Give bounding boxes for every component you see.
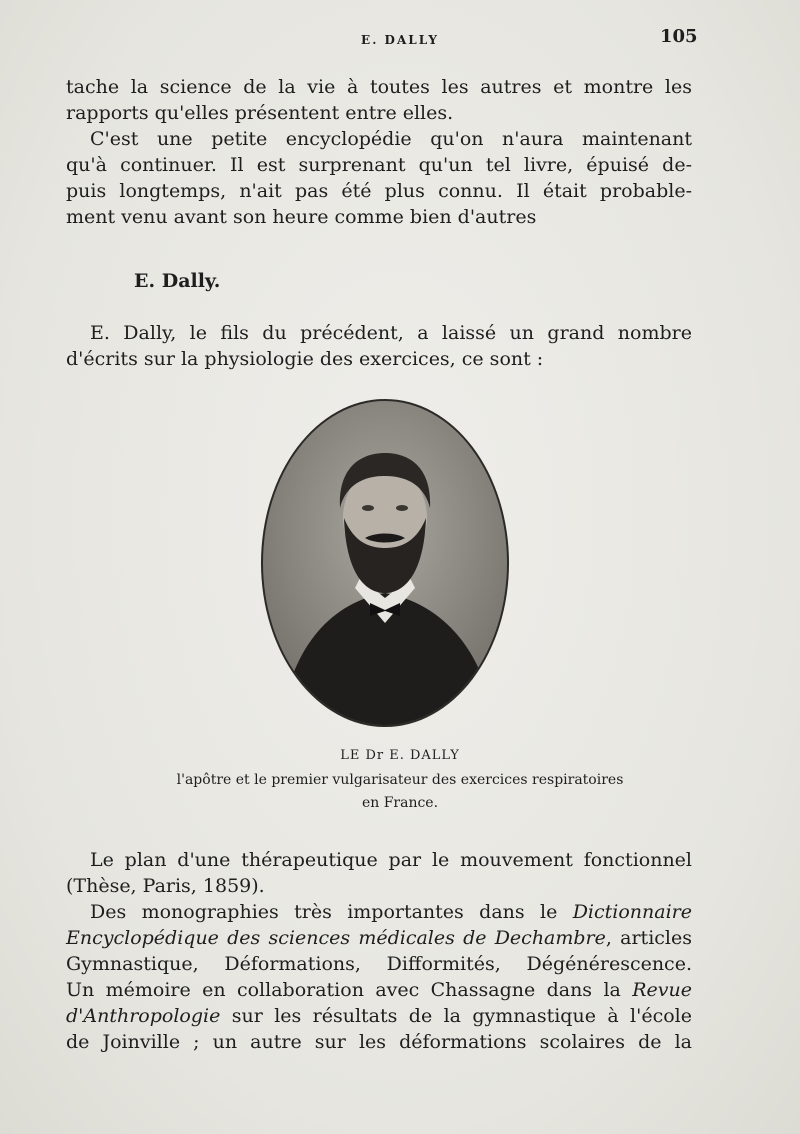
text-line: d'écrits sur la physiologie des exercices, ce sont : [66,348,544,370]
figure-caption-title: LE Dr E. DALLY [340,748,460,763]
text-run: , articles [605,927,692,949]
text-run: Un mémoire en collaboration avec Chassagne dans la [66,979,621,1001]
section-heading: E. Dally. [134,270,221,292]
running-title: E. DALLY [361,33,439,47]
paragraph-3 [66,320,692,372]
text-line: puis longtemps, n'ait pas été plus connu. Il était probable- [66,180,692,202]
text-line: tache la science de la vie à toutes les autres et montre les [66,76,692,98]
text-line: C'est une petite encyclopédie qu'on n'aura maintenant [90,128,692,150]
portrait-photograph [260,398,510,728]
text-run: sur les résultats de la gymnastique à l'école [231,1005,692,1027]
text-run: Des monographies très importantes dans le [90,901,558,923]
text-line: Le plan d'une thérapeutique par le mouvement fonctionnel [90,849,692,871]
text-line: qu'à continuer. Il est surprenant qu'un tel livre, épuisé de- [66,154,692,176]
text-line [66,1003,692,1029]
paragraph-5 [66,899,692,1055]
paragraph-2 [66,126,692,230]
italic-run: Encyclopédique des sciences médicales de Dechambre [66,927,606,949]
italic-run: Revue [632,979,692,1001]
italic-run: d'Anthropologie [66,1005,221,1027]
figure-caption-line: l'apôtre et le premier vulgarisateur des exercices respiratoires [176,772,624,788]
text-line [66,925,692,951]
text-line: de Joinville ; un autre sur les déformations scolaires de la [66,1031,692,1053]
paragraph-4 [66,847,692,899]
figure-caption-line: en France. [361,795,439,811]
italic-run: Dictionnaire [572,901,693,923]
text-line: rapports qu'elles présentent entre elles. [66,102,454,124]
text-line [66,899,692,925]
paragraph-1 [66,74,692,126]
text-line: Gymnastique, Déformations, Difformités, Dégénérescence. [66,953,692,975]
text-line: ment venu avant son heure comme bien d'autres [66,206,537,228]
text-line: (Thèse, Paris, 1859). [66,875,265,897]
text-line [66,977,692,1003]
text-line: E. Dally, le fils du précédent, a laissé un grand nombre [90,322,692,344]
page-number: 105 [660,26,698,47]
